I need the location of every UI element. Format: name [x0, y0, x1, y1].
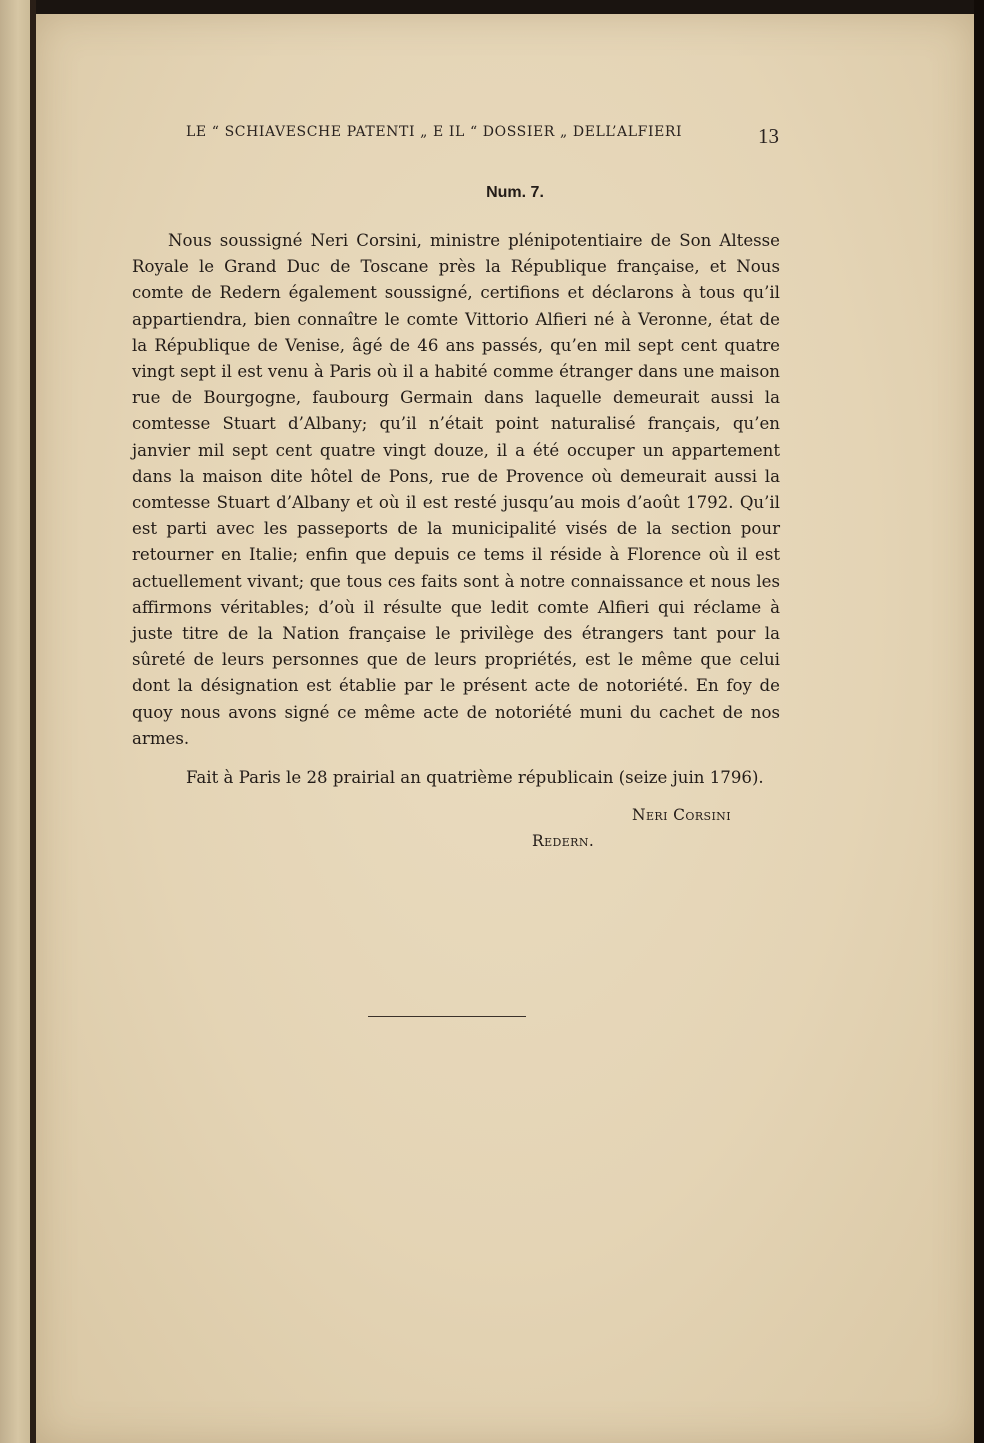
- book-page: [36, 14, 974, 1443]
- page-number: 13: [758, 124, 779, 148]
- facing-page-edge: [0, 0, 30, 1443]
- closing-line: Fait à Paris le 28 prairial an quatrième républicain (seize juin 1796).: [186, 768, 764, 787]
- signature-redern: Redern.: [532, 832, 595, 850]
- scan-border: [974, 0, 984, 1443]
- document-heading: Num. 7.: [486, 184, 544, 201]
- document-body: [132, 228, 780, 752]
- signature-corsini: Neri Corsini: [632, 806, 731, 824]
- body-paragraph: Nous soussigné Neri Corsini, ministre plénipotentiaire de Son Altesse Royale le Grand Duc de Toscane près la République française, et Nous comte de Redern également soussigné, certifions et déclarons à tous qu’il appartiendra, bien connaître le comte Vittorio Alfieri né à Veronne, état de la République de Venise, âgé de 46 ans passés, qu’en mil sept cent quatre vingt sept il est venu à Paris où il a habité comme étranger dans une maison rue de Bourgogne, faubourg Germain dans laquelle demeurait aussi la comtesse Stuart d’Albany; qu’il n’était point naturalisé français, qu’en janvier mil sept cent quatre vingt douze, il a été occuper un appartement dans la maison dite hôtel de Pons, rue de Provence où demeurait aussi la comtesse Stuart d’Albany et où il est resté jusqu’au mois d’août 1792. Qu’il est parti avec les passeports de la municipalité visés de la section pour retourner en Italie; enfin que depuis ce tems il réside à Florence où il est actuellement vivant; que tous ces faits sont à notre connaissance et nous les affirmons véritables; d’où il résulte que ledit comte Alfieri qui réclame à juste titre de la Nation française le privilège des étrangers tant pour la sûreté de leurs personnes que de leurs propriétés, est le même que celui dont la désignation est établie par le présent acte de notoriété. En foy de quoy nous avons signé ce même acte de notoriété muni du cachet de nos armes.: [132, 231, 780, 748]
- end-rule: [368, 1016, 526, 1017]
- running-head: LE “ SCHIAVESCHE PATENTI „ E IL “ DOSSIER „ DELL’ALFIERI: [186, 124, 683, 140]
